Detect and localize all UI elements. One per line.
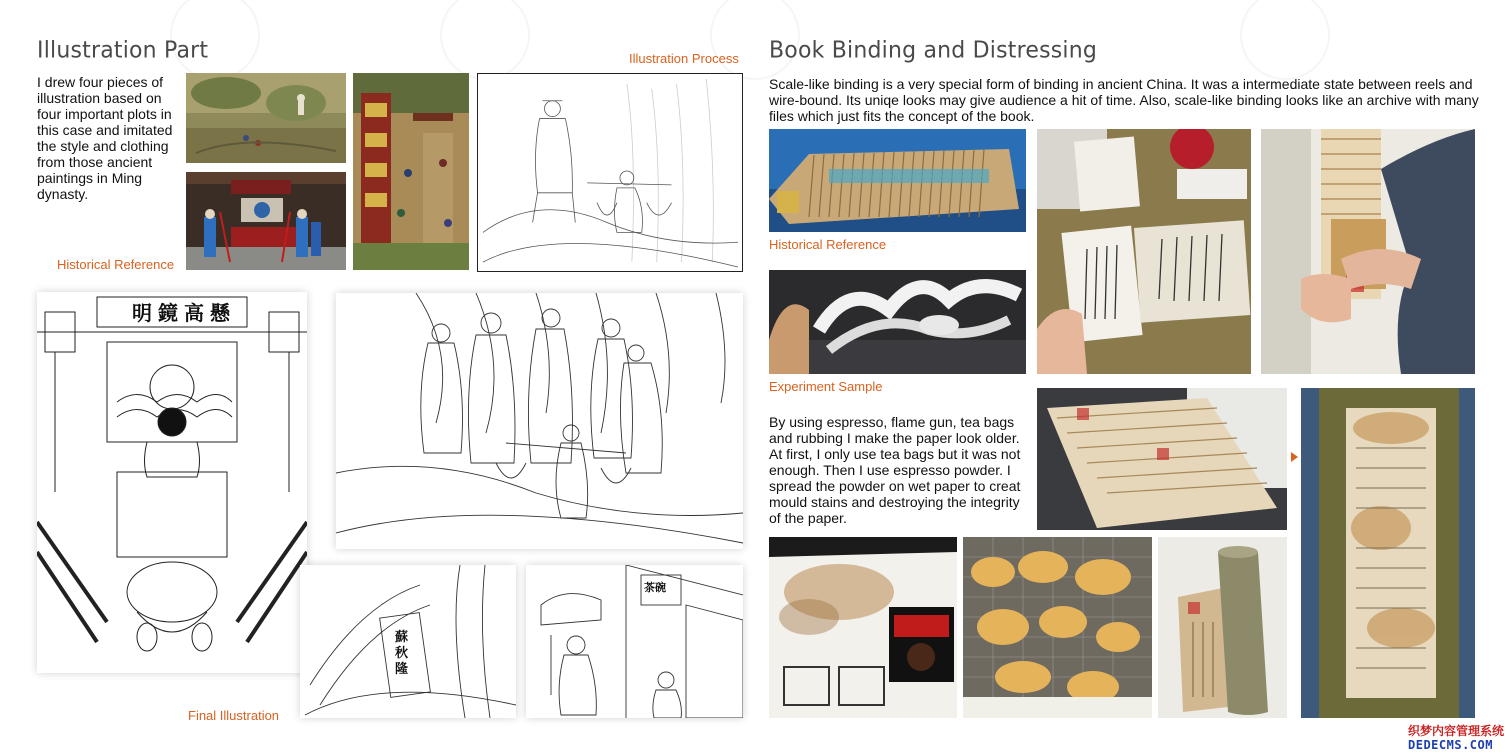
binding-intro: Scale-like binding is a very special form of binding in ancient China. It was a intermediate state between reels and wire-bound. Its uniqe looks may give audience a hit of time. Also, scale-like binding looks like an archive with many files which just fits the concept of the book. bbox=[769, 76, 1479, 124]
binding-heading: Book Binding and Distressing bbox=[769, 37, 1098, 64]
experiment-sample-caption: Experiment Sample bbox=[769, 379, 883, 394]
binding-photo-hands-stack bbox=[1261, 129, 1475, 374]
illustration-heading: Illustration Part bbox=[37, 37, 209, 64]
watermark-logo bbox=[1240, 0, 1330, 80]
stamp-text-cn: 织梦内容管理系统 bbox=[1408, 724, 1505, 738]
courtroom-plaque: 明鏡高懸 bbox=[132, 301, 236, 325]
final-illustration-caption: Final Illustration bbox=[188, 708, 280, 723]
final-illustration-vendor bbox=[526, 565, 743, 718]
binding-photo-papers-hand bbox=[1037, 129, 1251, 374]
binding-photo-aged-pile bbox=[1037, 388, 1287, 530]
final-illustration-willow bbox=[336, 293, 743, 549]
distress-photo-rolled-scroll bbox=[1158, 537, 1287, 718]
distressing-description: By using espresso, flame gun, tea bags and rubbing I make the paper look older. At first, I only use tea bags but it was not enough. Then I use espresso powder. I spread the powder on wet paper to creat mould stains and destroying the integrity of the paper. bbox=[769, 414, 1021, 526]
watermark-logo bbox=[440, 0, 530, 80]
experiment-sample-photo bbox=[769, 270, 1026, 374]
reference-photo-scroll bbox=[769, 129, 1026, 232]
arrow-marker-icon bbox=[1291, 452, 1298, 462]
vendor-shop-sign: 茶碗 bbox=[644, 581, 666, 594]
illustration-process-caption: Illustration Process bbox=[629, 51, 739, 66]
distress-photo-burned-pieces bbox=[963, 537, 1152, 718]
signpost-text: 蘇秋隆 bbox=[395, 630, 409, 677]
reference-photo-performance bbox=[186, 172, 346, 270]
historical-reference-caption-right: Historical Reference bbox=[769, 237, 887, 252]
reference-painting-landscape bbox=[186, 73, 346, 163]
historical-reference-caption-left: Historical Reference bbox=[57, 257, 175, 272]
corner-watermark-stamp bbox=[1404, 720, 1512, 756]
final-illustration-courtroom bbox=[37, 292, 307, 673]
stamp-text-en: DEDECMS.COM bbox=[1408, 738, 1493, 752]
illustration-intro: I drew four pieces of illustration based on four important plots in this case and imitated the style and clothing from those ancient paintings in Ming dynasty. bbox=[37, 74, 173, 202]
illustration-process-sketch bbox=[477, 73, 743, 272]
reference-painting-street bbox=[353, 73, 469, 270]
binding-photo-finished-scroll bbox=[1301, 388, 1475, 718]
distress-photo-espresso-stains bbox=[769, 537, 957, 718]
final-illustration-signpost bbox=[300, 565, 516, 718]
